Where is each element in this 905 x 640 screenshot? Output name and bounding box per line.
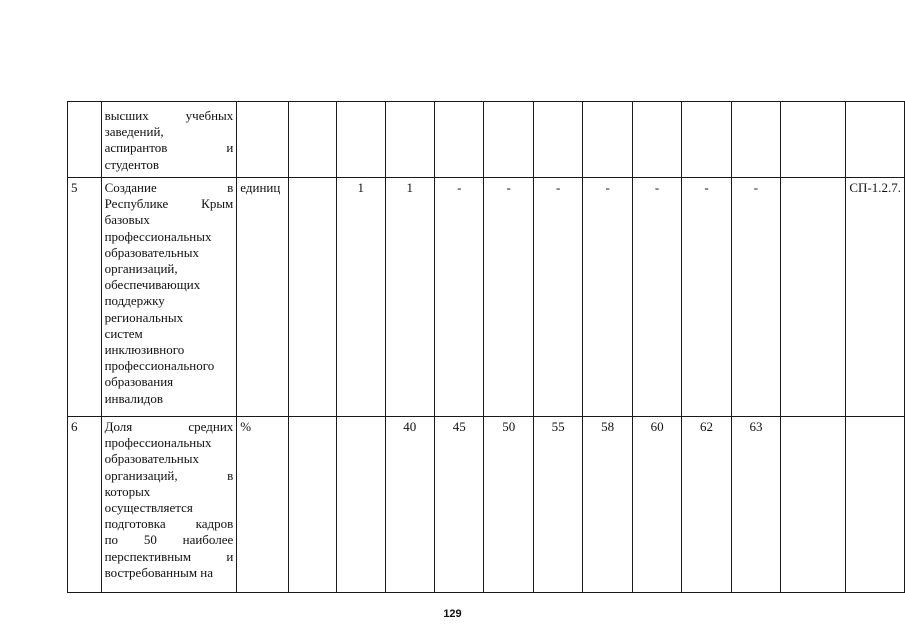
table-row [68,178,905,417]
indicator-name-line: профессиональных [104,228,212,244]
indicator-name-line: региональных [104,309,184,325]
value-cell [533,102,582,178]
value-cell [385,102,434,178]
value-cell: 63 [731,417,780,593]
indicator-table [67,101,905,593]
indicator-name-line: обеспечивающих [104,277,201,293]
indicator-name-line: профессиональных [104,435,212,451]
value-cell: - [731,178,780,417]
indicator-name-line: Доля средних [104,419,234,434]
indicator-name-line: аспирантов и [104,140,234,156]
indicator-name-line: востребованным на [104,564,214,580]
value-cell: 58 [583,417,632,593]
value-cell [583,102,632,178]
value-cell [781,102,846,178]
indicator-name-line: образования [104,374,174,390]
indicator-name-line: которых [104,483,151,499]
value-cell: 40 [385,417,434,593]
value-cell [288,417,336,593]
table-row [68,417,905,593]
value-cell [336,102,385,178]
table-body [68,102,905,593]
indicator-name-line: образовательных [104,451,199,467]
value-cell [781,178,846,417]
indicator-name-line: студентов [104,156,160,172]
value-cell: - [583,178,632,417]
value-cell: - [682,178,731,417]
indicator-name-line: по 50 наиболее [104,532,234,548]
row-number-cell: 5 [68,178,102,417]
indicator-name-line: образовательных [104,244,199,260]
value-cell: - [484,178,533,417]
indicator-name-cell [101,178,237,417]
indicator-name-line: организаций, [104,261,178,277]
indicator-name-cell [101,102,237,178]
page-number: 129 [443,608,462,620]
table-row [68,102,905,178]
indicator-name-line: осуществляется [104,500,193,516]
indicator-name-cell [101,417,237,593]
indicator-name-line: перспективным и [104,548,234,564]
indicator-name-line: Республике Крым [104,196,234,212]
value-cell [484,102,533,178]
reference-code-cell: СП-1.2.7. [846,178,905,417]
value-cell [682,102,731,178]
indicator-name-line: Создание в [104,180,234,195]
value-cell [632,102,681,178]
value-cell [288,178,336,417]
unit-cell [237,102,288,178]
value-cell: - [435,178,484,417]
indicator-name-line: базовых [104,212,150,228]
indicator-name-line: организаций, в [104,467,234,483]
value-cell [435,102,484,178]
indicator-name-line: инклюзивного [104,342,185,358]
reference-code-cell [846,417,905,593]
value-cell [731,102,780,178]
value-cell: - [632,178,681,417]
value-cell: 62 [682,417,731,593]
indicator-name-line: высших учебных [104,108,234,123]
value-cell [781,417,846,593]
reference-code-cell [846,102,905,178]
value-cell [336,417,385,593]
value-cell: 60 [632,417,681,593]
value-cell: 1 [385,178,434,417]
value-cell: 55 [533,417,582,593]
indicator-name-line: систем [104,325,143,341]
indicator-name-line: заведений, [104,124,164,140]
unit-cell: единиц [237,178,288,417]
row-number-cell: 6 [68,417,102,593]
indicator-name-line: подготовка кадров [104,516,234,532]
indicator-name-line: поддержку [104,293,165,309]
indicator-name-line: профессионального [104,358,215,374]
row-number-cell [68,102,102,178]
value-cell: 1 [336,178,385,417]
value-cell: 50 [484,417,533,593]
value-cell: - [533,178,582,417]
value-cell [288,102,336,178]
indicator-name-line: инвалидов [104,390,164,406]
unit-cell: % [237,417,288,593]
value-cell: 45 [435,417,484,593]
